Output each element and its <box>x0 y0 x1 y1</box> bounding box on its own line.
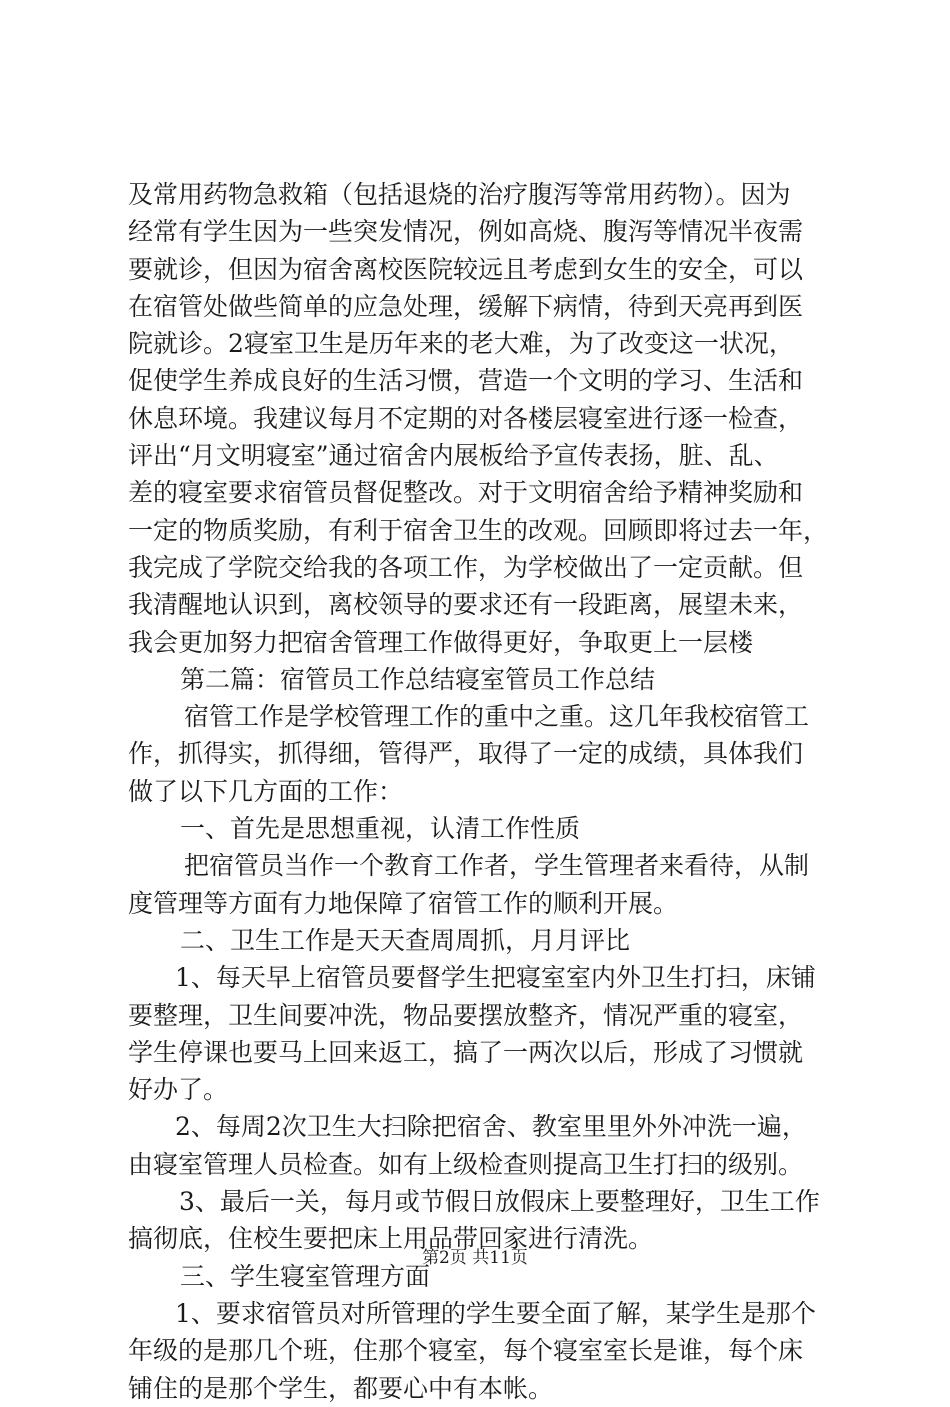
text-line: 作，抓得实，抓得细，管得严，取得了一定的成绩，具体我们 <box>128 739 804 769</box>
text-line: 要整理，卫生间要冲洗，物品要摆放整齐，情况严重的寝室， <box>128 1000 804 1030</box>
text-line: 度管理等方面有力地保障了宿管工作的顺利开展。 <box>128 888 679 918</box>
text-line: 经常有学生因为一些突发情况，例如高烧、腹泻等情况半夜需 <box>128 217 804 247</box>
text-line: 一、首先是思想重视，认清工作性质 <box>180 814 581 844</box>
text-line: 差的寝室要求宿管员督促整改。对于文明宿舍给予精神奖励和 <box>128 478 804 508</box>
text-line: 搞彻底，住校生要把床上用品带回家进行清洗。 <box>128 1224 654 1254</box>
text-line: 学生停课也要马上回来返工，搞了一两次以后，形成了习惯就 <box>128 1037 804 1067</box>
text-line: 3、最后一关，每月或节假日放假床上要整理好，卫生工作 <box>179 1187 820 1217</box>
text-line: 一定的物质奖励，有利于宿舍卫生的改观。回顾即将过去一年， <box>128 515 829 545</box>
text-line: 好办了。 <box>128 1075 229 1105</box>
text-line: 1、要求宿管员对所管理的学生要全面了解，某学生是那个 <box>175 1298 816 1328</box>
text-line: 1、每天早上宿管员要督学生把寝室室内外卫生打扫，床铺 <box>175 963 816 993</box>
text-line: 评出“月文明寝室”通过宿舍内展板给予宣传表扬，脏、乱、 <box>128 441 779 471</box>
page-footer: 第2页 共11页 <box>422 1248 528 1268</box>
text-line: 三、学生寝室管理方面 <box>180 1261 431 1291</box>
text-line: 第二篇：宿管员工作总结寝室管员工作总结 <box>180 664 656 694</box>
text-line: 二、卫生工作是天天查周周抓，月月评比 <box>180 925 631 955</box>
document-body <box>128 176 844 1407</box>
text-line: 由寝室管理人员检查。如有上级检查则提高卫生打扫的级别。 <box>128 1149 804 1179</box>
text-line: 促使学生养成良好的生活习惯，营造一个文明的学习、生活和 <box>128 366 804 396</box>
text-line: 院就诊。2寝室卫生是历年来的老大难，为了改变这一状况， <box>128 329 794 359</box>
text-line: 铺住的是那个学生，都要心中有本帐。 <box>128 1373 554 1403</box>
text-line: 我清醒地认识到，离校领导的要求还有一段距离，展望未来， <box>128 590 804 620</box>
text-line: 年级的是那几个班，住那个寝室，每个寝室室长是谁，每个床 <box>128 1336 804 1366</box>
text-line: 做了以下几方面的工作： <box>128 776 404 806</box>
text-line: 休息环境。我建议每月不定期的对各楼层寝室进行逐一检查， <box>128 403 804 433</box>
text-line: 我完成了学院交给我的各项工作，为学校做出了一定贡献。但 <box>128 552 804 582</box>
text-line: 宿管工作是学校管理工作的重中之重。这几年我校宿管工 <box>184 702 810 732</box>
text-line: 2、每周2次卫生大扫除把宿舍、教室里里外外冲洗一遍， <box>175 1112 807 1142</box>
text-line: 要就诊，但因为宿舍离校医院较远且考虑到女生的安全，可以 <box>128 254 804 284</box>
text-line: 及常用药物急救箱（包括退烧的治疗腹泻等常用药物）。因为 <box>128 180 791 209</box>
text-line: 在宿管处做些简单的应急处理，缓解下病情，待到天亮再到医 <box>128 291 804 321</box>
text-line: 我会更加努力把宿舍管理工作做得更好，争取更上一层楼 <box>128 627 754 657</box>
text-line: 把宿管员当作一个教育工作者，学生管理者来看待，从制 <box>184 851 810 881</box>
